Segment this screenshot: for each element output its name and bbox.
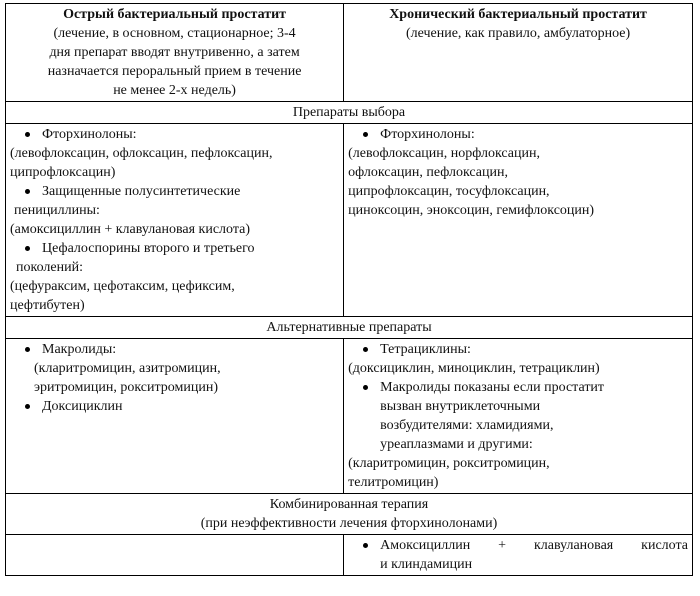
drug-list: ципрофлоксацин) bbox=[10, 165, 116, 180]
choice-content-row bbox=[6, 124, 693, 317]
drug-list: (левофлоксацин, норфлоксацин, bbox=[348, 146, 540, 161]
choice-acute-cell bbox=[6, 124, 344, 317]
section-subtitle: (при неэффективности лечения фторхинолонами) bbox=[200, 516, 498, 531]
section-row-combined bbox=[6, 494, 693, 535]
section-title-cell bbox=[6, 317, 693, 339]
list-item-label: Амоксициллин + клавулановая кислота bbox=[380, 538, 688, 553]
choice-chronic-cell bbox=[344, 124, 693, 317]
combined-acute-cell bbox=[6, 535, 344, 576]
acute-subtitle-line: дня препарат вводят внутривенно, а затем bbox=[49, 45, 300, 60]
section-title: Препараты выбора bbox=[292, 105, 406, 120]
header-row bbox=[6, 4, 693, 102]
acute-subtitle-line: (лечение, в основном, стационарное; 3-4 bbox=[53, 26, 296, 41]
drug-list: (цефураксим, цефотаксим, цефиксим, bbox=[10, 279, 235, 294]
list-item bbox=[10, 182, 339, 220]
section-title: Альтернативные препараты bbox=[266, 320, 432, 335]
drug-list: офлоксацин, пефлоксацин, bbox=[348, 165, 508, 180]
section-row-choice bbox=[6, 102, 693, 124]
list-item-label: уреаплазмами и другими: bbox=[380, 437, 533, 452]
chronic-title: Хронический бактериальный простатит bbox=[389, 7, 647, 22]
drug-list: ципрофлоксацин, тосуфлоксацин, bbox=[348, 184, 550, 199]
antibiotic-therapy-table bbox=[5, 3, 693, 576]
list-item-label: Макролиды показаны если простатит bbox=[380, 380, 605, 395]
chronic-subtitle: (лечение, как правило, амбулаторное) bbox=[405, 26, 631, 41]
list-item: Тетрациклины: bbox=[348, 340, 688, 359]
list-item-label: и клиндамицин bbox=[380, 557, 473, 572]
list-item-label: пенициллины: bbox=[14, 203, 100, 218]
combined-content-row bbox=[6, 535, 693, 576]
list-item bbox=[10, 239, 339, 277]
section-row-alternative bbox=[6, 317, 693, 339]
combined-chronic-cell bbox=[344, 535, 693, 576]
alternative-content-row bbox=[6, 339, 693, 494]
list-item: Фторхинолоны: bbox=[348, 125, 688, 144]
drug-list: циноксоцин, эноксоцин, гемифлоксоцин) bbox=[348, 203, 595, 218]
drug-list: цефтибутен) bbox=[10, 298, 85, 313]
list-item bbox=[348, 536, 688, 574]
list-item: Фторхинолоны: bbox=[10, 125, 339, 144]
chronic-header-cell bbox=[344, 4, 693, 102]
drug-list: (кларитромицин, азитромицин, bbox=[34, 361, 221, 376]
drug-list: (кларитромицин, рокситромицин, bbox=[348, 456, 550, 471]
list-item-label: вызван внутриклеточными bbox=[380, 399, 541, 414]
alternative-acute-cell bbox=[6, 339, 344, 494]
acute-title: Острый бактериальный простатит bbox=[63, 7, 287, 22]
list-item-label: Защищенные полусинтетические bbox=[42, 184, 241, 199]
acute-subtitle-line: не менее 2-х недель) bbox=[113, 83, 236, 98]
section-title: Комбинированная терапия bbox=[269, 497, 429, 512]
acute-header-cell bbox=[6, 4, 344, 102]
list-item: Макролиды: bbox=[10, 340, 339, 359]
list-item: Доксициклин bbox=[10, 397, 339, 416]
list-item-label: возбудителями: хламидиями, bbox=[380, 418, 554, 433]
drug-list: (левофлоксацин, офлоксацин, пефлоксацин, bbox=[10, 146, 273, 161]
section-title-cell bbox=[6, 102, 693, 124]
drug-list: эритромицин, рокситромицин) bbox=[34, 380, 219, 395]
drug-list: телитромицин) bbox=[348, 475, 439, 490]
drug-list: (доксициклин, миноциклин, тетрациклин) bbox=[348, 361, 600, 376]
acute-subtitle-line: назначается пероральный прием в течение bbox=[47, 64, 302, 79]
list-item-label: поколений: bbox=[16, 260, 83, 275]
list-item-label: Цефалоспорины второго и третьего bbox=[42, 241, 255, 256]
list-item bbox=[348, 378, 688, 454]
alternative-chronic-cell bbox=[344, 339, 693, 494]
drug-list: (амоксициллин + клавулановая кислота) bbox=[10, 222, 250, 237]
section-title-cell bbox=[6, 494, 693, 535]
